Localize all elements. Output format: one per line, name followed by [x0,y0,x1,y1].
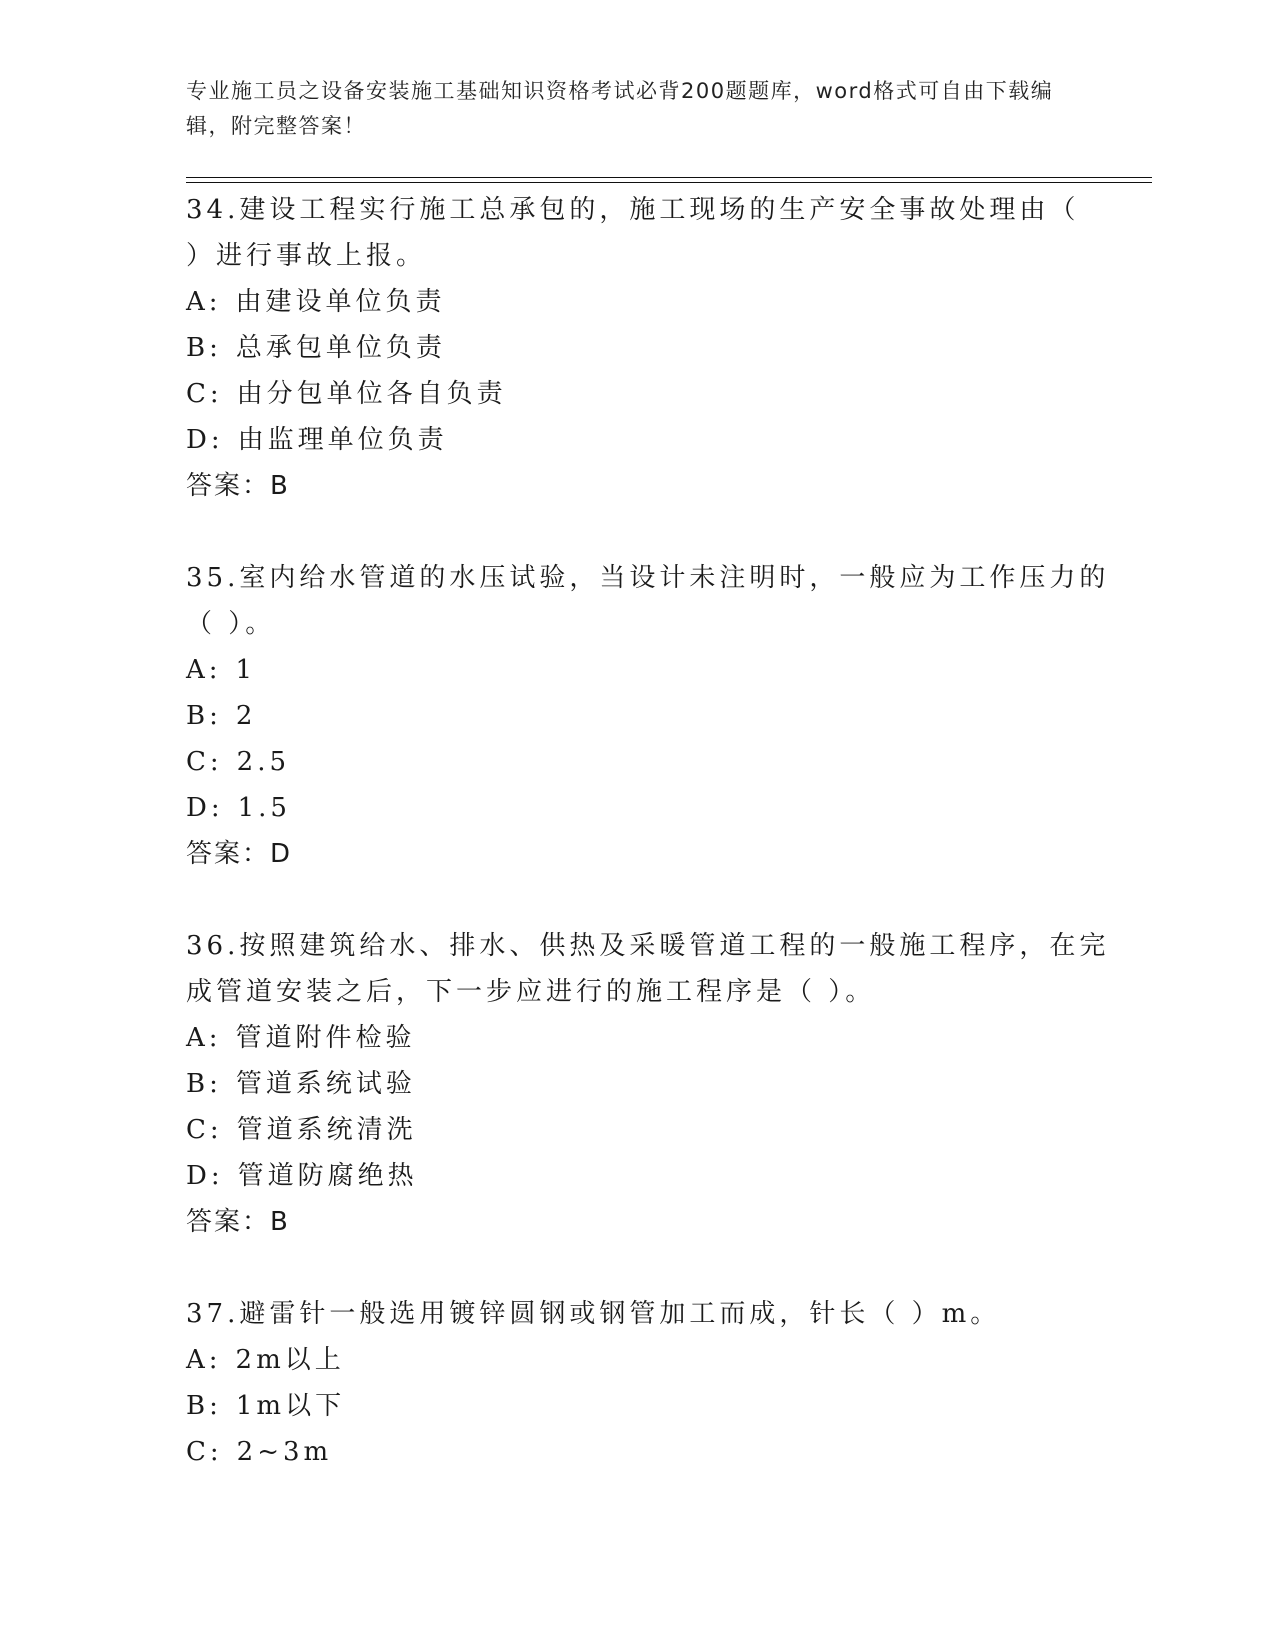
option-text: 由分包单位各自负责 [236,379,507,409]
question-34 [186,187,1086,509]
option-letter: D: [186,425,224,455]
option-letter: B: [186,1069,222,1099]
option-letter: A: [186,655,222,685]
option-text: 1 [235,655,257,685]
question-text-line: ）进行事故上报。 [186,241,427,271]
option-text: 2~3m [236,1437,333,1467]
option-text: 管道附件检验 [235,1023,416,1053]
option-letter: B: [186,333,222,363]
option-letter: B: [186,1391,222,1421]
option-b [186,693,1086,739]
option-text: 管道系统清洗 [236,1115,417,1145]
option-text: 管道防腐绝热 [237,1161,418,1191]
question-36 [186,923,1110,1245]
option-d [186,1153,1086,1199]
option-text: 1.5 [237,793,291,823]
answer: 答案：B [186,471,290,501]
option-letter: D: [186,1161,224,1191]
question-text-line: 37.避雷针一般选用镀锌圆钢或钢管加工而成，针长（ ）m。 [186,1299,1001,1329]
question-text-line: 34.建设工程实行施工总承包的，施工现场的生产安全事故处理由（ [186,195,1080,225]
question-text-line: 35.室内给水管道的水压试验，当设计未注明时，一般应为工作压力的 [186,563,1110,593]
question-text-line: 36.按照建筑给水、排水、供热及采暖管道工程的一般施工程序，在完 [186,931,1110,961]
option-letter: B: [186,701,222,731]
option-text: 总承包单位负责 [235,333,446,363]
header-rule-bottom [186,182,1152,183]
option-a [186,279,1086,325]
page-header: 专业施工员之设备安装施工基础知识资格考试必背200题题库，word格式可自由下载编辑，附完整答案！ [186,79,1054,138]
option-letter: A: [186,1345,222,1375]
option-letter: C: [186,747,223,777]
option-letter: C: [186,1115,223,1145]
option-a [186,647,1086,693]
question-text-line: （ ）。 [186,609,276,639]
question-list [186,187,1110,1521]
option-b [186,325,1086,371]
header-rule-top [186,177,1152,178]
option-text: 由建设单位负责 [235,287,446,317]
option-letter: C: [186,379,223,409]
option-c [186,739,1086,785]
option-a [186,1015,1086,1061]
question-text-line: 成管道安装之后，下一步应进行的施工程序是（ ）。 [186,977,876,1007]
option-text: 2 [235,701,257,731]
option-text: 2.5 [236,747,291,777]
option-b [186,1061,1086,1107]
option-d [186,417,1086,463]
answer: 答案：D [186,839,293,869]
option-letter: C: [186,1437,223,1467]
option-text: 管道系统试验 [235,1069,416,1099]
option-c [186,1107,1086,1153]
option-c [186,371,1086,417]
option-c [186,1429,1086,1475]
option-b [186,1383,1086,1429]
option-letter: A: [186,1023,222,1053]
option-a [186,1337,1086,1383]
option-d [186,785,1086,831]
question-35 [186,555,1110,877]
question-37 [186,1291,1086,1475]
option-text: 2m以上 [235,1345,345,1375]
option-text: 1m以下 [235,1391,346,1421]
option-letter: A: [186,287,222,317]
option-text: 由监理单位负责 [237,425,448,455]
option-letter: D: [186,793,224,823]
answer: 答案：B [186,1207,290,1237]
